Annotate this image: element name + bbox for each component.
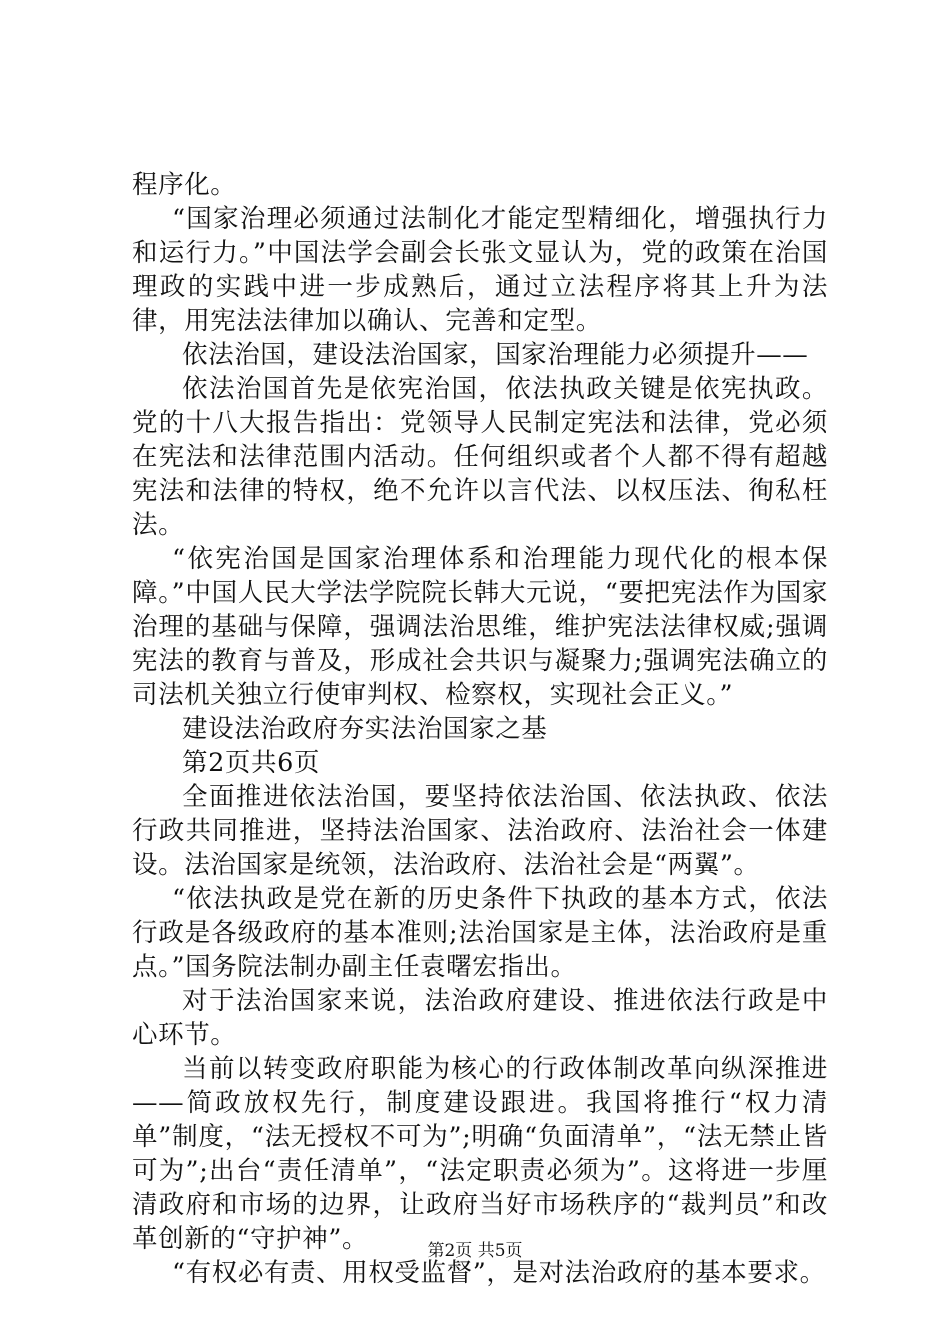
document-body	[132, 168, 828, 1290]
inline-page-marker: 第2页共6页	[182, 748, 321, 778]
paragraph-6: 全面推进依法治国，要坚持依法治国、依法执政、依法行政共同推进，坚持法治国家、法治政府、法治社会一体建设。法治国家是统领，法治政府、法治社会是“两翼”。	[132, 782, 828, 880]
paragraph-8: 对于法治国家来说，法治政府建设、推进依法行政是中心环节。	[132, 986, 828, 1050]
paragraph-2: “国家治理必须通过法制化才能定型精细化，增强执行力和运行力。”中国法学会副会长张文显认为，党的政策在治国理政的实践中进一步成熟后，通过立法程序将其上升为法律，用宪法法律加以确认、完善和定型。	[132, 204, 828, 336]
paragraph-9: 当前以转变政府职能为核心的行政体制改革向纵深推进——简政放权先行，制度建设跟进。我国将推行“权力清单”制度，“法无授权不可为”;明确“负面清单”，“法无禁止皆可为”;出台“责任清单”，“法定职责必须为”。这将进一步厘清政府和市场的边界，让政府当好市场秩序的“裁判员”和改革创新的“守护神”。	[132, 1054, 828, 1254]
paragraph-4: 依法治国首先是依宪治国，依法执政关键是依宪执政。党的十八大报告指出：党领导人民制定宪法和法律，党必须在宪法和法律范围内活动。任何组织或者个人都不得有超越宪法和法律的特权，绝不允许以言代法、以权压法、徇私枉法。	[132, 374, 828, 540]
paragraph-5: “依宪治国是国家治理体系和治理能力现代化的根本保障。”中国人民大学法学院院长韩大元说，“要把宪法作为国家治理的基础与保障，强调法治思维，维护宪法法律权威;强调宪法的教育与普及，形成社会共识与凝聚力;强调宪法确立的司法机关独立行使审判权、检察权，实现社会正义。”	[132, 544, 828, 710]
paragraph-3: 依法治国，建设法治国家，国家治理能力必须提升——	[182, 340, 809, 370]
paragraph-7: “依法执政是党在新的历史条件下执政的基本方式，依法行政是各级政府的基本准则;法治国家是主体，法治政府是重点。”国务院法制办副主任袁曙宏指出。	[132, 884, 828, 982]
paragraph-1: 程序化。	[132, 170, 237, 200]
section-heading: 建设法治政府夯实法治国家之基	[182, 714, 548, 744]
page-footer: 第2页 共5页	[427, 1241, 523, 1261]
paragraph-10: “有权必有责、用权受监督”，是对法治政府的基本要求。	[172, 1258, 826, 1288]
